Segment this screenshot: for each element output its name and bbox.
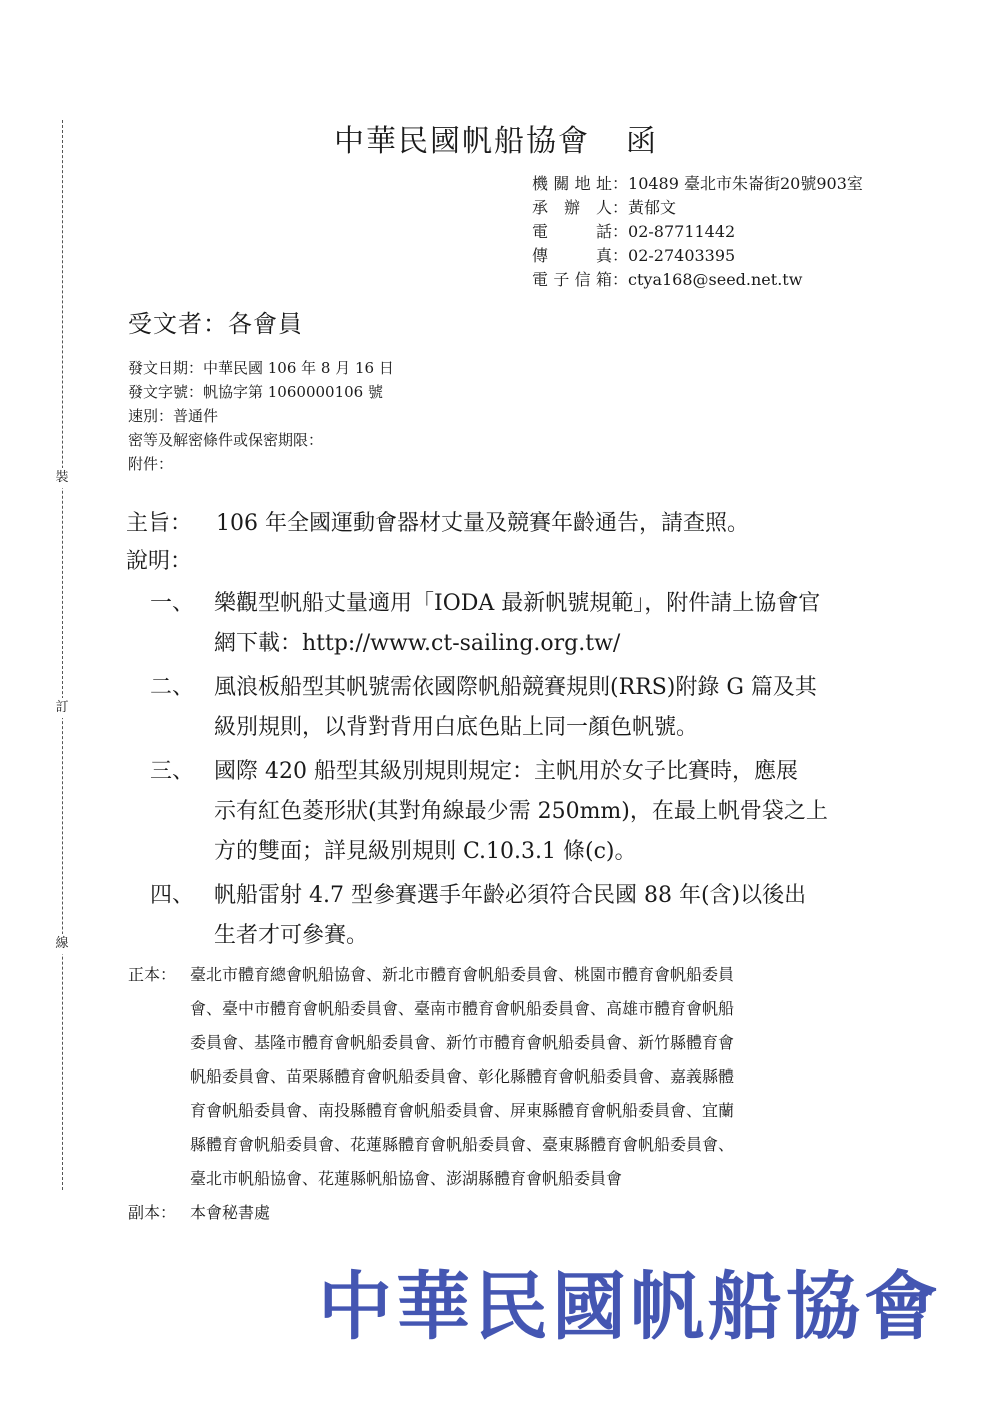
doc-type: 函 bbox=[626, 124, 658, 159]
explanation-item-4: 四、 帆船雷射 4.7 型參賽選手年齡必須符合民國 88 年(含)以後出 生者才可參賽。 bbox=[150, 883, 807, 948]
binding-mark-zhuang: 裝 bbox=[52, 468, 72, 488]
contact-fax: 傳真 ： 02-27403395 bbox=[532, 246, 736, 265]
binding-mark-xian: 線 bbox=[52, 934, 72, 954]
subject-text: 106 年全國運動會器材丈量及競賽年齡通告，請查照。 bbox=[216, 511, 749, 536]
subject bbox=[126, 506, 749, 537]
contact-address: 機關地址 ： 10489 臺北市朱崙街20號903室 bbox=[532, 174, 863, 193]
distribution bbox=[128, 958, 870, 1230]
org-name: 中華民國帆船協會 bbox=[334, 124, 590, 159]
contact-block bbox=[532, 172, 863, 292]
contact-phone: 電話 ： 02-87711442 bbox=[532, 222, 736, 241]
attachments: 附件： bbox=[128, 455, 174, 473]
binding-mark-ding: 訂 bbox=[52, 698, 72, 718]
delivery-speed: 速別：普通件 bbox=[128, 407, 219, 425]
cc-recipients: 副本： 本會秘書處 bbox=[128, 1203, 271, 1222]
explanation-label: 說明： bbox=[126, 549, 193, 574]
explanation-item-2: 二、 風浪板船型其帆號需依國際帆船競賽規則(RRS)附錄 G 篇及其 級別規則，以背對背用白底色貼上同一顏色帆號。 bbox=[150, 675, 817, 740]
binding-line bbox=[62, 120, 63, 1190]
recipient: 受文者：各會員 bbox=[128, 310, 303, 338]
classification: 密等及解密條件或保密期限： bbox=[128, 431, 324, 449]
main-recipients: 正本： 臺北市體育總會帆船協會、新北市體育會帆船委員會、桃園市體育會帆船委員 會、臺中市體育會帆船委員會、臺南市體育會帆船委員會、高雄市體育會帆船 委員會、基隆市體育會帆船委員會、新竹市體育會帆船委員會、新竹縣體育會 帆船委員會、苗栗縣體育會帆船委員會、彰化縣體育會帆船委員會、嘉義縣體 育會帆船委員會、南投縣體育會帆船委員會、屏東縣體育會帆船委員會、宜蘭 縣體育會帆船委員會、花蓮縣體育會帆船委員會、臺東縣體育會帆船委員會、 臺北市帆船協會、花蓮縣帆船協會、澎湖縣體育會帆船委員會 bbox=[128, 965, 735, 1188]
contact-email: 電子信箱 ： ctya168@seed.net.tw bbox=[532, 270, 803, 289]
document-meta bbox=[128, 356, 394, 476]
issue-number: 發文字號：帆協字第 1060000106 號 bbox=[128, 383, 383, 401]
contact-handler: 承辦人 ： 黃郁文 bbox=[532, 198, 677, 217]
issue-date: 發文日期：中華民國 106 年 8 月 16 日 bbox=[128, 359, 394, 377]
organization-seal: 中華民國帆船協會 bbox=[318, 1264, 942, 1350]
explanation-item-3: 三、 國際 420 船型其級別規則規定：主帆用於女子比賽時，應展 示有紅色菱形狀(其對角線最少需 250mm)，在最上帆骨袋之上 方的雙面；詳見級別規則 C.10.3.1 條(c)。 bbox=[150, 759, 828, 864]
explanation-item-1: 一、 樂觀型帆船丈量適用「IODA 最新帆號規範」，附件請上協會官 網下載：http://www.ct-sailing.org.tw/ bbox=[150, 591, 821, 656]
subject-label: 主旨： bbox=[126, 511, 193, 536]
document-title bbox=[0, 116, 992, 160]
